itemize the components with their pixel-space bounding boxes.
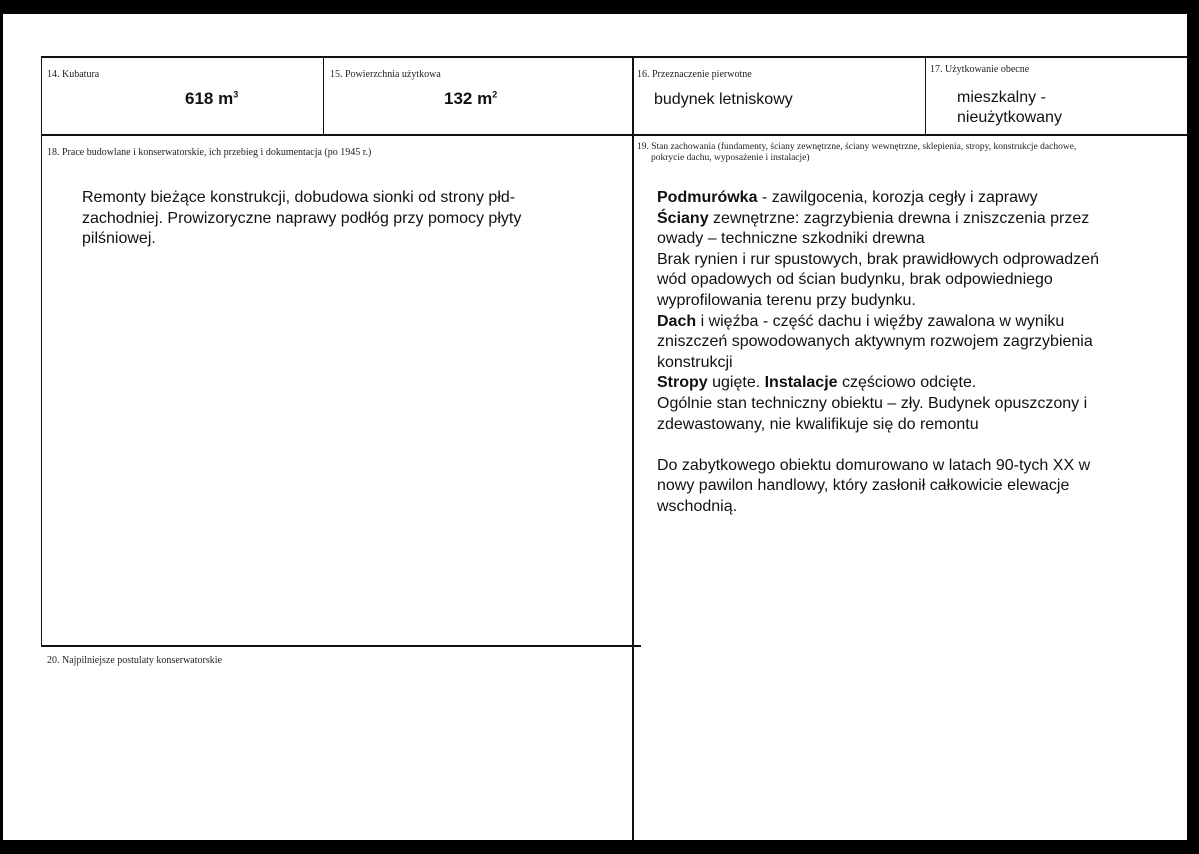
- przeznaczenie-value: budynek letniskowy: [654, 91, 793, 108]
- kubatura-value: [185, 89, 238, 109]
- powierzchnia-value: [444, 89, 497, 109]
- stan-bold: Ściany: [657, 209, 709, 227]
- stan-line: nowy pawilon handlowy, który zasłonił całkowicie elewacje: [657, 477, 1070, 495]
- stan-bold: Dach: [657, 312, 697, 330]
- stan-line: wyprofilowania terenu przy budynku.: [657, 291, 916, 309]
- uzytkowanie-label: 17. Użytkowanie obecne: [930, 64, 1030, 75]
- form-sheet: [3, 14, 1187, 840]
- stan-line: [657, 312, 1099, 333]
- stan-label-line: pokrycie dachu, wyposażenie i instalacje): [651, 153, 810, 163]
- stan-zachowania-text: [657, 188, 1099, 518]
- stan-bold: Instalacje: [764, 374, 838, 392]
- left-border: [41, 56, 42, 646]
- stan-line: Ogólnie stan techniczny obiektu – zły. Budynek opuszczony i: [657, 394, 1088, 412]
- stan-line: wód opadowych od ścian budynku, brak odpowiedniego: [657, 271, 1053, 289]
- prace-budowlane-text: [82, 188, 521, 250]
- postulaty-label: 20. Najpilniejsze postulaty konserwatorskie: [47, 655, 222, 666]
- stan-text: i więźba - część dachu i więźby zawalona w wyniku: [696, 312, 1065, 330]
- stan-text: częściowo odcięte.: [837, 374, 977, 392]
- powierzchnia-label: 15. Powierzchnia użytkowa: [330, 69, 441, 80]
- stan-text: ugięte.: [707, 374, 765, 392]
- stan-line: zniszczeń spowodowanych aktywnym rozwojem zagrzybienia: [657, 333, 1093, 351]
- stan-line: [657, 373, 1099, 394]
- przeznaczenie-label: 16. Przeznaczenie pierwotne: [637, 69, 752, 80]
- stan-line-spacer: [657, 435, 1099, 456]
- divider-14-15: [323, 56, 324, 135]
- stan-line: Do zabytkowego obiektu domurowano w latach 90-tych XX w: [657, 456, 1091, 474]
- stan-line: wschodnią.: [657, 497, 738, 515]
- kubatura-label: 14. Kubatura: [47, 69, 100, 80]
- prace-budowlane-label: 18. Prace budowlane i konserwatorskie, ich przebieg i dokumentacja (po 1945 r.): [47, 147, 372, 158]
- divider-16-17: [925, 56, 926, 135]
- prace-line: zachodniej. Prowizoryczne naprawy podłóg przy pomocy płyty: [82, 209, 522, 227]
- prace-line: pilśniowej.: [82, 230, 156, 248]
- stan-zachowania-label: [637, 142, 1076, 164]
- stan-line: zdewastowany, nie kwalifikuje się do remontu: [657, 415, 979, 433]
- stan-line: konstrukcji: [657, 353, 733, 371]
- stan-label-line: 19. Stan zachowania (fundamenty, ściany zewnętrzne, ściany wewnętrzne, sklepienia, stropy, konstrukcje dachowe,: [637, 142, 1077, 152]
- powierzchnia-number: 132 m: [444, 89, 493, 108]
- stan-bold: Podmurówka: [657, 189, 758, 206]
- prace-line: Remonty bieżące konstrukcji, dobudowa sionki od strony płd-: [82, 189, 516, 206]
- center-divider: [632, 56, 634, 840]
- stan-text: - zawilgocenia, korozja cegły i zaprawy: [757, 189, 1038, 206]
- stan-line: owady – techniczne szkodniki drewna: [657, 230, 925, 248]
- powierzchnia-unit-exponent: 2: [492, 89, 498, 100]
- stan-line: [657, 188, 1099, 209]
- uzytkowanie-value-line1: mieszkalny -: [957, 89, 1046, 106]
- top-border: [41, 56, 1187, 58]
- stan-bold: Stropy: [657, 374, 708, 392]
- row2-bottom-border: [41, 645, 641, 647]
- row1-bottom-border: [41, 134, 1187, 136]
- stan-line: [657, 209, 1099, 230]
- stan-text: zewnętrzne: zagrzybienia drewna i zniszczenia przez: [708, 209, 1090, 227]
- stan-line: Brak rynien i rur spustowych, brak prawidłowych odprowadzeń: [657, 250, 1099, 268]
- kubatura-number: 618 m: [185, 89, 234, 108]
- uzytkowanie-value-line2: nieużytkowany: [957, 109, 1062, 126]
- kubatura-unit-exponent: 3: [233, 89, 239, 100]
